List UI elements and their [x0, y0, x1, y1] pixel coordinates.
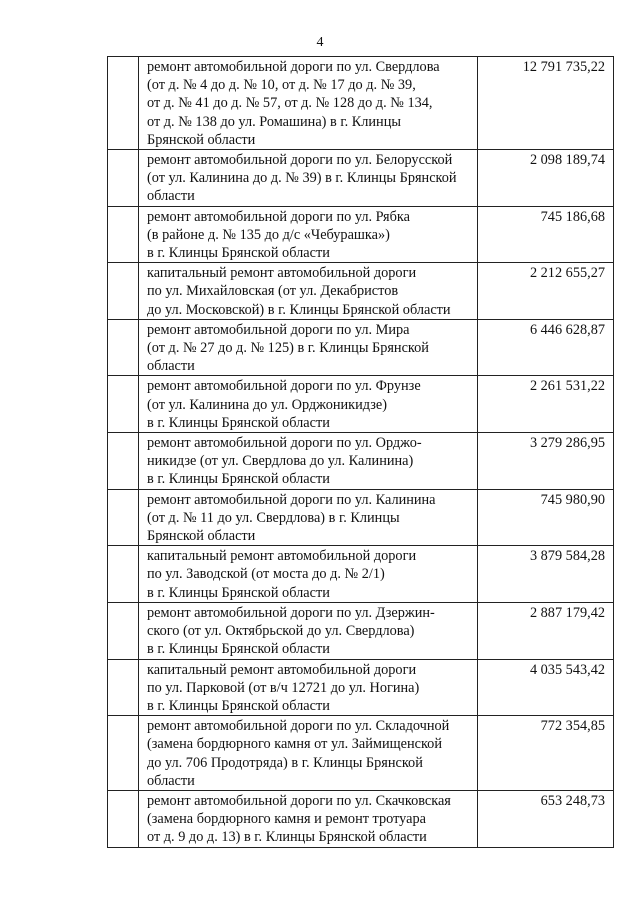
amount-cell	[478, 150, 614, 207]
table-row	[108, 602, 614, 659]
description-line: области	[147, 358, 195, 375]
row-number-cell	[108, 376, 139, 433]
table-row	[108, 150, 614, 207]
amount-cell	[478, 659, 614, 716]
description-line: до ул. Московской) в г. Клинцы Брянской области	[147, 301, 451, 318]
page-number: 4	[316, 35, 324, 50]
description-line: по ул. Заводской (от моста до д. № 2/1)	[147, 566, 385, 583]
description-line: области	[147, 772, 195, 789]
description-line: ремонт автомобильной дороги по ул. Калинина	[147, 491, 436, 508]
table-row	[108, 489, 614, 546]
description-line: (от ул. Калинина до ул. Орджоникидзе)	[147, 396, 387, 413]
amount-cell	[478, 602, 614, 659]
table-row	[108, 376, 614, 433]
table-row	[108, 546, 614, 603]
description-line: ремонт автомобильной дороги по ул. Рябка	[147, 208, 410, 225]
table-row	[108, 263, 614, 320]
description-line: никидзе (от ул. Свердлова до ул. Калинина)	[147, 453, 414, 470]
row-number-cell	[108, 206, 139, 263]
work-description-cell	[139, 376, 478, 433]
works-table	[107, 56, 614, 848]
row-number-cell	[108, 489, 139, 546]
amount-cell	[478, 376, 614, 433]
description-line: Брянской области	[147, 131, 256, 148]
amount-value: 745 186,68	[540, 208, 605, 225]
amount-cell	[478, 433, 614, 490]
row-number-cell	[108, 546, 139, 603]
description-line: в г. Клинцы Брянской области	[147, 471, 330, 488]
work-description-cell	[139, 319, 478, 376]
amount-cell	[478, 716, 614, 791]
work-description-cell	[139, 546, 478, 603]
description-line: ремонт автомобильной дороги по ул. Дзержин-	[147, 604, 435, 621]
description-line: до ул. 706 Продотряда) в г. Клинцы Брянской	[147, 754, 423, 771]
description-line: в г. Клинцы Брянской области	[147, 584, 330, 601]
row-number-cell	[108, 57, 139, 150]
description-line: от д. № 41 до д. № 57, от д. № 128 до д. № 134,	[147, 95, 433, 112]
work-description-cell	[139, 659, 478, 716]
table-row	[108, 206, 614, 263]
amount-cell	[478, 546, 614, 603]
description-line: (от д. № 11 до ул. Свердлова) в г. Клинцы	[147, 509, 400, 526]
description-line: (от д. № 27 до д. № 125) в г. Клинцы Брянской	[147, 340, 429, 357]
description-line: от д. 9 до д. 13) в г. Клинцы Брянской области	[147, 829, 427, 846]
description-line: ремонт автомобильной дороги по ул. Свердлова	[147, 59, 440, 75]
row-number-cell	[108, 150, 139, 207]
description-line: ремонт автомобильной дороги по ул. Мира	[147, 321, 410, 338]
work-description-cell	[139, 602, 478, 659]
table-row	[108, 319, 614, 376]
amount-value: 4 035 543,42	[529, 661, 605, 678]
work-description-cell	[139, 489, 478, 546]
description-line: в г. Клинцы Брянской области	[147, 641, 330, 658]
work-description-cell	[139, 150, 478, 207]
description-line: капитальный ремонт автомобильной дороги	[147, 661, 417, 678]
description-line: (замена бордюрного камня и ремонт тротуара	[147, 811, 426, 828]
row-number-cell	[108, 602, 139, 659]
work-description-cell	[139, 433, 478, 490]
amount-value: 3 279 286,95	[529, 435, 605, 452]
table-body	[108, 57, 614, 848]
description-line: ремонт автомобильной дороги по ул. Складочной	[147, 718, 450, 735]
amount-value: 6 446 628,87	[529, 321, 605, 338]
description-line: области	[147, 188, 195, 205]
table-row	[108, 433, 614, 490]
description-line: по ул. Михайловская (от ул. Декабристов	[147, 283, 399, 300]
amount-cell	[478, 489, 614, 546]
amount-cell	[478, 206, 614, 263]
description-line: (от ул. Калинина до д. № 39) в г. Клинцы Брянской	[147, 170, 457, 187]
amount-value: 745 980,90	[540, 491, 605, 508]
description-line: капитальный ремонт автомобильной дороги	[147, 548, 417, 565]
description-line: от д. № 138 до ул. Ромашина) в г. Клинцы	[147, 113, 401, 130]
work-description-cell	[139, 716, 478, 791]
row-number-cell	[108, 433, 139, 490]
amount-cell	[478, 319, 614, 376]
row-number-cell	[108, 659, 139, 716]
description-line: капитальный ремонт автомобильной дороги	[147, 265, 417, 282]
description-line: в г. Клинцы Брянской области	[147, 414, 330, 431]
description-line: в г. Клинцы Брянской области	[147, 245, 330, 262]
amount-value: 653 248,73	[540, 792, 605, 809]
amount-value: 12 791 735,22	[522, 59, 605, 75]
description-line: Брянской области	[147, 528, 256, 545]
amount-value: 2 098 189,74	[529, 152, 605, 169]
table-row	[108, 790, 614, 847]
work-description-cell	[139, 263, 478, 320]
table-row	[108, 659, 614, 716]
work-description-cell	[139, 57, 478, 150]
work-description-cell	[139, 790, 478, 847]
row-number-cell	[108, 319, 139, 376]
description-line: (от д. № 4 до д. № 10, от д. № 17 до д. № 39,	[147, 77, 416, 94]
amount-value: 3 879 584,28	[529, 548, 605, 565]
table-row	[108, 716, 614, 791]
amount-cell	[478, 263, 614, 320]
description-line: в г. Клинцы Брянской области	[147, 697, 330, 714]
description-line: (в районе д. № 135 до д/с «Чебурашка»)	[147, 226, 390, 243]
row-number-cell	[108, 790, 139, 847]
description-line: ремонт автомобильной дороги по ул. Фрунзе	[147, 378, 421, 395]
table-row	[108, 57, 614, 150]
description-line: ского (от ул. Октябрьской до ул. Свердлова)	[147, 623, 415, 640]
description-line: ремонт автомобильной дороги по ул. Скачковская	[147, 792, 451, 809]
work-description-cell	[139, 206, 478, 263]
amount-value: 2 887 179,42	[529, 604, 605, 621]
amount-cell	[478, 790, 614, 847]
amount-value: 2 212 655,27	[529, 265, 605, 282]
amount-value: 772 354,85	[540, 718, 605, 735]
description-line: ремонт автомобильной дороги по ул. Белорусской	[147, 152, 453, 169]
row-number-cell	[108, 263, 139, 320]
row-number-cell	[108, 716, 139, 791]
description-line: ремонт автомобильной дороги по ул. Орджо-	[147, 435, 422, 452]
amount-cell	[478, 57, 614, 150]
amount-value: 2 261 531,22	[529, 378, 605, 395]
description-line: (замена бордюрного камня от ул. Займищенской	[147, 736, 442, 753]
description-line: по ул. Парковой (от в/ч 12721 до ул. Ногина)	[147, 679, 420, 696]
